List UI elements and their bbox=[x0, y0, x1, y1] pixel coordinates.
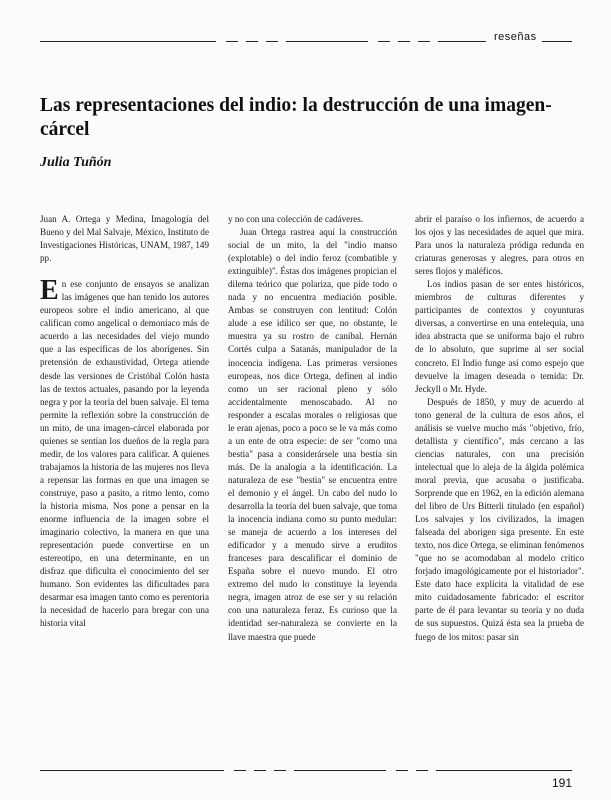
text-column-2 bbox=[228, 213, 397, 644]
body-paragraph: Los indios pasan de ser entes históricos, miembros de culturas diferentes y participantes de contextos y coyunturas diversas, a convertirse en una entelequia, una idea abstracta que se uniforma bajo el rubro de lo absoluto, que suprime al ser social concreto. El Indio funge así como espejo que devuelve la imagen deseada o temida: Dr. Jeckyll o Mr. Hyde. bbox=[415, 279, 584, 394]
body-paragraph: Juan Ortega rastrea aquí la construcción social de un mito, la del "indio manso (explotable) o del indio feroz (combatible y extinguible)". Éstas dos imágenes propician el dilema teórico que polariza, que pide todo o nada y no encuentra mediación posible. Ambas se construyen con lentitud: Colón alude a ese idílico ser que, no obstante, le muestra ya su rostro de caníbal. Hernán Cortés culpa a Satanás, manipulador de la inocencia indígena. Las primeras versiones europeas, nos dice Ortega, definen al indio como un ser racional pleno y sólo accidentalmente menoscabado. Al no responder a escalas morales o religiosas que le eran ajenas, poco a poco se le va más como a un ente de otra especie: de ser "como una bestia" pasa a considerársele una bestia sin más. De la analogía a la identificación. La naturaleza de ese "bestia" se encuentra entre el demonio y el ángel. Un cabo del nudo lo desarrolla la teoría del buen salvaje, que toma la inocencia indiana como su punto medular: se maneja de acuerdo a los intereses del edificador y a menudo sirve a eruditos franceses para descalificar el dominio de España sobre el nuevo mundo. El otro extremo del nudo lo constituye la leyenda negra, imagen atroz de ese ser y su relación con una naturaleza feraz. Es curioso que la identidad ser-naturaleza se convierte en la llave maestra que puede bbox=[228, 227, 397, 642]
body-paragraph: Después de 1850, y muy de acuerdo al tono general de la cultura de esos años, el análisis se vuelve mucho más "objetivo, frío, detallista y científico", más cercano a las ciencias naturales, con una precisión intelectual que lo aleja de la álgida polémica moral previa, que acusaba o justificaba. Sorprende que en 1962, en la edición alemana del libro de Urs Bitterli titulado (en español) Los salvajes y los civilizados, la imagen falseada del aborigen siga presente. En este texto, nos dice Ortega, se eliminan fenómenos "que no se acomodaban al modelo crítico forjado imagológicamente por el historiador". Este dato hace explícita la vitalidad de ese mito cuidadosamente fabricado: el escritor parte de él para levantar su teoría y no duda de sus supuestos. Quizá ésta sea la prueba de fuego de los mitos: pasar sin bbox=[415, 396, 584, 642]
article-author: Julia Tuñón bbox=[40, 155, 112, 170]
book-reference: Juan A. Ortega y Medina, Imagología del Bueno y del Mal Salvaje, México, Instituto de Investigaciones Históricas, UNAM, 1987, 149 pp. bbox=[40, 214, 209, 264]
paragraph-text: n ese conjunto de ensayos se analizan las imágenes que han tenido los autores europeos sobre el indio americano, al que califican como angelical o demoníaco más de acuerdo a las necesidades del viejo mundo que a las específicas de los aborígenes. Sin pretensión de exhaustividad, Ortega atiende desde las versiones de Cristóbal Colón hasta las de textos actuales, pasando por la leyenda negra y por la teoría del buen salvaje. El tema permite la reflexión sobre la construcción de un mito, de una imagen-cárcel elaborada por quienes se sentían los dueños de la regla para medir, de los valores para calificar. A quienes trabajamos la historia de las mujeres nos lleva a repensar las formas en que una imagen se construye, paso a pasito, a ritmo lento, como la historia misma. Nos pone a pensar en la enorme influencia de la imagen sobre el imaginario colectivo, la manera en que una representación puede convertirse en un estereotipo, en una determinante, en un disfraz que dificulta el conocimiento del ser humano. Son evidentes las dificultades para desarmar esa imagen tanto como es perentoria la necesidad de hacerlo para bregar con una historia vital bbox=[40, 279, 209, 629]
text-column-1 bbox=[40, 213, 209, 630]
text-column-3 bbox=[415, 213, 584, 644]
section-label: reseñas bbox=[494, 31, 537, 43]
page-number: 191 bbox=[552, 776, 573, 790]
article-title: Las representaciones del indio: la destrucción de una imagen-cárcel bbox=[40, 95, 552, 140]
drop-cap: E bbox=[40, 275, 59, 307]
body-paragraph bbox=[40, 275, 209, 630]
body-paragraph: y no con una colección de cadáveres. bbox=[228, 214, 364, 224]
body-paragraph: abrir el paraíso o los infiernos, de acuerdo a los ojos y las necesidades de aquel que mira. Para unos la naturaleza pródiga redunda en criaturas generosas y alegres, para otros en seres flojos y maléficos. bbox=[415, 214, 584, 277]
